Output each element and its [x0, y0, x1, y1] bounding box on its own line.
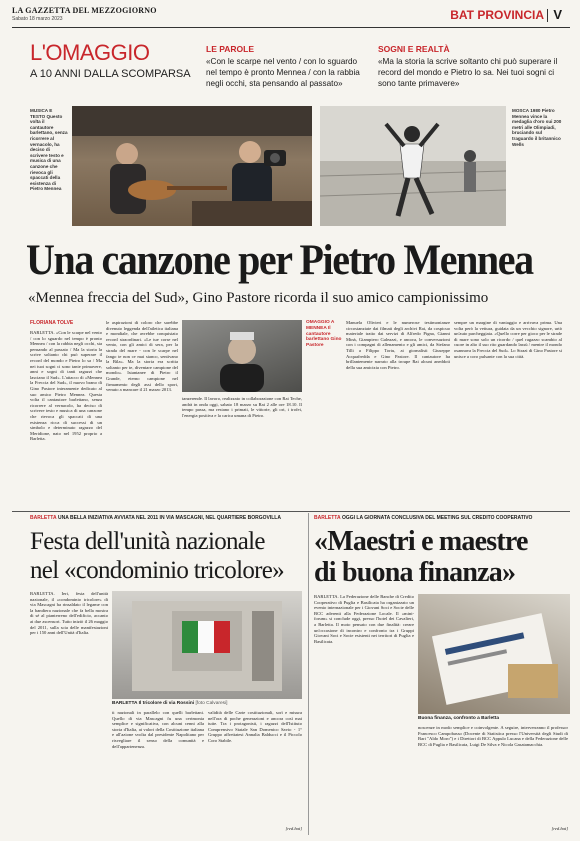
photo-tricolore [112, 591, 302, 699]
photo-musicians [72, 106, 312, 226]
festa-column-3: validità delle Carte costituzionali, sorì e misura nell'ora di poche generazioni e ancora così mai tutte. Tra i protagonisti, i ragazzi dell'Istituto Comprensivo Statale San Domenico Savio - 1° Gruppo affrettatesi Annalia Balducci e il Piccolo Coro Stabile. [208, 710, 302, 743]
quote-title: SOGNI E REALTÀ [378, 44, 450, 54]
omaggio-kicker: L'OMAGGIO [30, 40, 150, 65]
festa-column-1: BARLETTA. Ieri, festa dell'unità nazionale, il «condominio tricolore» di via Mascagni ha rinsaldato il legame con la bandiera nazionale che fa bella mostra di sé al pianterreno dell'edificio, accanto ai due ascensori. Tutto iniziò il 26 maggio del 2011, sulla scia delle manifestazioni per i 150 anni dell'Unità d'Italia. [30, 591, 108, 636]
pastore-illustration [182, 320, 302, 392]
finanza-signature: [red.bat] [551, 826, 568, 831]
finanza-kicker [314, 515, 570, 521]
tricolore-photo-credit: [foto Calvaresi] [195, 701, 228, 706]
photo-finanza [418, 594, 570, 714]
masthead-rule [12, 27, 570, 28]
finanza-headline-2: di buona finanza» [314, 557, 516, 588]
byline: FLORIANA TOLVE [30, 320, 74, 326]
quote-sogni [378, 44, 558, 89]
finanza-column-1: BARLETTA. La Federazione delle Banche di Credito Cooperativo di Puglia e Basilicata ha organizzato un evento internazionale per i Giovani Soci e Socie delle BCC aderenti alla Federazione Locale. Il «mini-forum» si conclude oggi, presso l'hotel dei Cavalieri, a Barletta. Il moto pensato con due finalità: creare un'occasione di incontro e confronto tra i Gruppi Giovani Soci e Socie esistenti nei territori di Puglia e Basilicata. [314, 594, 414, 644]
page-number: V [553, 7, 562, 22]
festa-signature: [red.bat] [285, 826, 302, 831]
finanza-illustration [418, 594, 570, 714]
section-name: BAT PROVINCIA [450, 8, 544, 22]
main-column-3: tanzerende. Il lavoro, realizzato in collaborazione con Rai Teche, andrà in onda oggi, sabato 18 marzo su Rai 2 alle ore 18.10. Il tempo passa, ma restano i primati, le vittorie, gli ori, i trofei, l'energia positiva e la carica umana di Pietro. [182, 396, 302, 418]
omaggio-subtitle: A 10 ANNI DALLA SCOMPARSA [30, 68, 191, 80]
paper-name: LA GAZZETTA DEL MEZZOGIORNO [12, 6, 157, 15]
festa-kicker-text: UNA BELLA INIZIATIVA AVVIATA NEL 2011 IN VIA MASCAGNI, NEL QUARTIERE BORGOVILLA [57, 515, 281, 521]
inset-caption: OMAGGIO A MENNEA Il cantautore barlettano Gino Pastore [306, 320, 342, 349]
main-headline: Una canzone per Pietro Mennea [26, 237, 533, 284]
finanza-kicker-place: BARLETTA [314, 515, 341, 521]
finanza-photo-caption: Buona finanza, confronto a Barletta [418, 716, 500, 721]
main-subhead: «Mennea freccia del Sud», Gino Pastore ricorda il suo amico campionissimo [28, 290, 489, 306]
issue-date: Sabato 18 marzo 2023 [12, 16, 63, 22]
main-column-1: BARLETTA. «Con le scarpe nel vento / con lo sguardo nel tempo è pronto Mennea / con la rabbia negli occhi, sta pensando al passato / Ma la storia la scrive soltanto chi può superare il record del mondo e Pietro lo sa / Ma nei tuoi sogni ci sono tante primavere, anni e sogni di tanti ragazzi che lasciano il Sud». L'attacco di «Mennea la Freccia del Sud», il nuovo brano di Gino Pastore interamente dedicato al suo amico Pietro Mennea. Questa volta il cantautore barlettano, senza ricorrere al vernacolo, ha deciso di scrivere testo e musica di una canzone che rievoca gli spaccati di una esistenza ricca di successi di un simbolo e determinato ragazzo del Meridione, nato nel 1952 proprio a Barletta. [30, 330, 102, 442]
finanza-kicker-text: OGGI LA GIORNATA CONCLUSIVA DEL MEETING SUL CREDITO COOPERATIVO [341, 515, 533, 521]
photo-pastore [182, 320, 302, 392]
main-column-2: le aspirazioni di coloro che sarebbe divenuto leggenda dell'atletica italiana e mondiale, che avrebbe conquistato record straordinari. «Le tue corse nel vento, con gli amici di sera, per la strada del mare - con le scarpe nel fango te non ce mai stanco, sentivano la Bila». Ma la storia era scritta soltanto per te, diventare campione del mondo». Istantanee di Pietro il Grande, eterno campione nel firmamento degli assi dello sport, venuto a mancare il 21 marzo 2013. [106, 320, 178, 393]
tricolore-caption-text: BARLETTA Il tricolore di via Rossini [112, 701, 195, 706]
quote-le-parole [206, 44, 361, 89]
photo-left-caption: MUSICA E TESTO Questo volta il cantautore barlettano, senza ricorrere al vernacolo, ha deciso di scrivere testo e musica di una canzone che rievoca gli spaccati della esistenza di Pietro Mennea [30, 108, 68, 192]
festa-headline-1: Festa dell'unità nazionale [30, 528, 265, 555]
main-column-4: Manuela Olivieri e le numerose testimonianze circostanziate dai filmati degli archivi Rai, da cospicuo materiale tratto dai servizi di Alfredo Pigna, Gianni Minà, Giampiero Galeazzi, e ancora, le conversazioni con i compagni di allenamento e gli amici, da Stefano Tilli a Filippo Tortu, ai giornalisti Giuseppe Acquafredda e Gino Pastore. Il cantautore ha brillantemente narrato alla troupe Rai alcuni aneddoti della sua amicizia con Pietro. [346, 320, 450, 370]
finanza-column-2: noscenze in modo semplice e coinvolgente. A seguire, interverranno il professor Francesco Campobasso (Docente di Statistica presso l'Università degli Studi di Bari "Aldo Moro") e i Direttori di BCC Appulo Lucana e della Federazione delle BCC di Puglia e Basilicata, Luigi De Silva e Nicola Gasatamacchia. [418, 725, 568, 747]
quote-text: «Ma la storia la scrive soltanto chi può superare il record del mondo e Pietro lo sa. Nei tuoi sogni ci sono tante primavere» [378, 57, 558, 88]
page-divider [547, 9, 548, 22]
main-column-5: sempre un margine di vantaggio e arrivava prima. Una volta però la vettura, guidata da un vecchio signore, urtò un'auto parcheggiata. «Quello corre per gioco per le strade di mare sono solo un ricordo / quel ragazzo scambio al cuore in alto il suo rito guardando lassù / mentre il mondo osannava la Freccia del Sud». Lo Strazi di Gino Pastore si unisce a coro pulsante con la sua città. [454, 320, 562, 359]
festa-kicker-place: BARLETTA [30, 515, 57, 521]
photo-right-caption: MOSCA 1980 Pietro Mennea vince la medaglia d'oro sui 200 metri alle Olimpiadi, bruciando sul traguardo il britannico Wells [512, 108, 562, 147]
quote-text: «Con le scarpe nel vento / con lo sguardo nel tempo è pronto Mennea / con la rabbia negli occhi, sta pensando al passato» [206, 57, 360, 88]
festa-kicker [30, 515, 310, 521]
column-divider [308, 513, 309, 835]
race-illustration [320, 106, 506, 226]
musicians-illustration [72, 106, 312, 226]
photo-mennea-race [320, 106, 506, 226]
tricolore-illustration [112, 591, 302, 699]
festa-headline-2: nel «condominio tricolore» [30, 557, 284, 584]
quote-title: LE PAROLE [206, 44, 255, 54]
tricolore-caption [112, 701, 302, 706]
section-rule [12, 511, 570, 512]
masthead [12, 6, 570, 26]
finanza-headline-1: «Maestri e maestre [314, 526, 528, 557]
festa-column-2: ti nazionali in parallelo con quelli barlettani. Quello di via Mascagni fu una cerimonia semplice e significativa, con alcuni cenni alla storia d'Italia, ai valori della Costituzione italiana e all'azione svolta dal presidente Napolitano per risvegliare il senso della comunità e dell'appartenenza. [112, 710, 204, 749]
